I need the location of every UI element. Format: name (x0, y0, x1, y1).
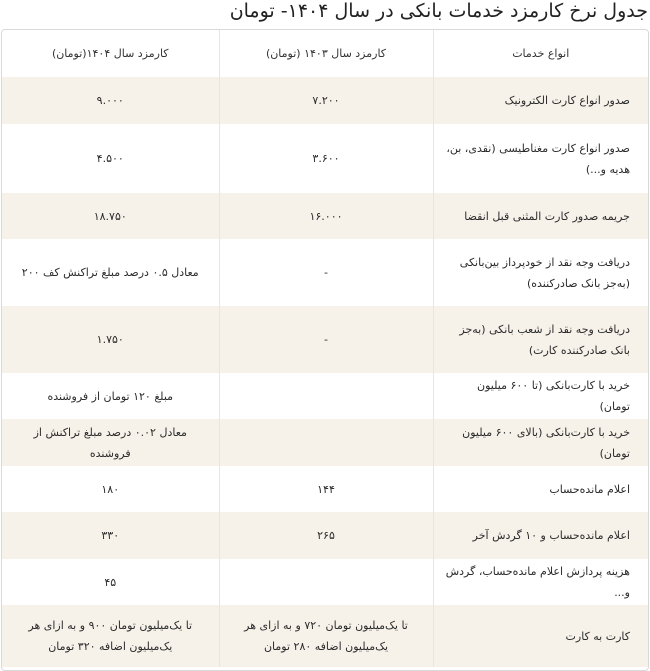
fee-1403-cell: ۷.۲۰۰ (219, 77, 433, 124)
service-cell: دریافت وجه نقد از خودپرداز بین‌بانکی (به‌جز بانک صادرکننده) (433, 239, 648, 306)
fee-table (2, 30, 648, 667)
service-cell: خرید با کارت‌بانکی (تا ۶۰۰ میلیون تومان) (433, 373, 648, 419)
fee-1404-cell: ۱.۷۵۰ (96, 333, 124, 346)
fee-1403-cell: ۱۴۴ (219, 466, 433, 512)
table-row (2, 193, 648, 239)
fee-1404-cell: ۳۳۰ (101, 529, 120, 542)
fee-1404-cell: ۱۸.۷۵۰ (93, 209, 127, 223)
service-cell: صدور انواع کارت الکترونیک (433, 77, 648, 124)
fee-1403-cell: تا یک‌میلیون تومان ۷۲۰ و به ازای هر یک‌میلیون اضافه ۲۸۰ تومان (219, 605, 433, 667)
table-row (2, 373, 648, 419)
fee-table-container (1, 29, 649, 671)
table-row (2, 124, 648, 193)
fee-1404-cell: ۹.۰۰۰ (96, 94, 124, 107)
fee-1404-cell: ۴.۵۰۰ (96, 152, 124, 165)
table-row (2, 559, 648, 605)
fee-1404-cell: تا یک‌میلیون تومان ۹۰۰ و به ازای هر یک‌میلیون اضافه ۳۲۰ تومان (28, 619, 193, 653)
table-row (2, 466, 648, 512)
fee-1404-cell: معادل ۰.۰۲ درصد مبلغ تراکنش از فروشنده (33, 425, 187, 460)
fee-1403-cell: ۲۶۵ (219, 512, 433, 559)
service-cell: خرید با کارت‌بانکی (بالای ۶۰۰ میلیون تومان) (433, 419, 648, 466)
fee-1403-cell: ۱۶.۰۰۰ (219, 193, 433, 239)
service-cell: کارت به کارت (433, 605, 648, 667)
service-cell: اعلام مانده‌حساب (433, 466, 648, 512)
table-row (2, 512, 648, 559)
fee-1403-cell (219, 419, 433, 466)
header-service: انواع خدمات (433, 30, 648, 77)
service-cell: صدور انواع کارت مغناطیسی (نقدی، بن، هدیه و...) (433, 124, 648, 193)
fee-1404-cell: ۴۵ (104, 575, 117, 589)
fee-1403-cell (219, 373, 433, 419)
table-row (2, 239, 648, 306)
service-cell: دریافت وجه نقد از شعب بانکی (به‌جز بانک صادرکننده کارت) (433, 306, 648, 373)
header-fee-1403: کارمزد سال ۱۴۰۳ (تومان) (219, 30, 433, 77)
fee-1403-cell: ۳.۶۰۰ (219, 124, 433, 193)
table-row (2, 419, 648, 466)
fee-1403-cell: - (219, 306, 433, 373)
fee-1403-cell: - (219, 239, 433, 306)
page-title: جدول نرخ کارمزد خدمات بانکی در سال ۱۴۰۴- تومان (229, 0, 648, 22)
service-cell: هزینه پردازش اعلام مانده‌حساب، گردش و... (433, 559, 648, 605)
table-row (2, 306, 648, 373)
header-fee-1404: کارمزد سال ۱۴۰۴(تومان) (51, 47, 169, 60)
fee-1404-cell: ۱۸۰ (101, 482, 120, 496)
table-row (2, 77, 648, 124)
fee-1404-cell: معادل ۰.۵ درصد مبلغ تراکنش کف ۲۰۰ (21, 266, 199, 279)
service-cell: اعلام مانده‌حساب و ۱۰ گردش آخر (433, 512, 648, 559)
service-cell: جریمه صدور کارت المثنی قبل انقضا (433, 193, 648, 239)
fee-1404-cell: مبلغ ۱۲۰ تومان از فروشنده (47, 389, 174, 403)
table-header-row (2, 30, 648, 77)
fee-1403-cell (219, 559, 433, 605)
